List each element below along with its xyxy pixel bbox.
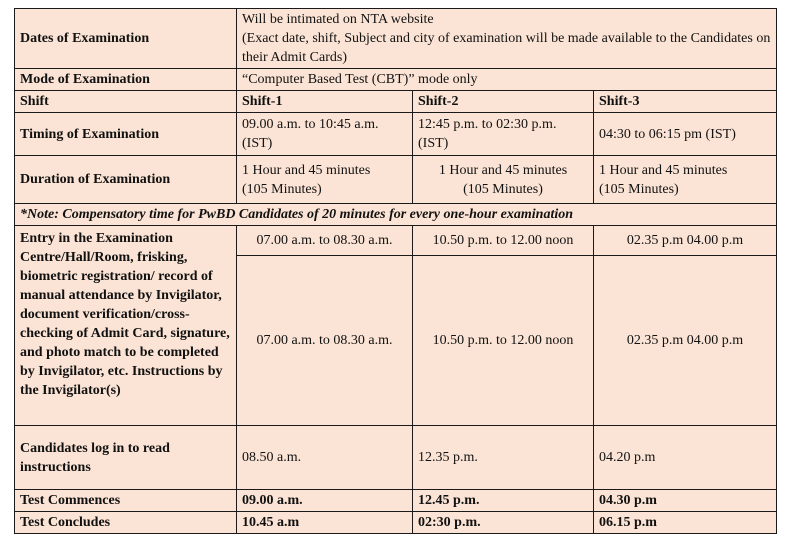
concludes-shift-1: 10.45 a.m — [237, 512, 413, 534]
entry-shift-3: 02.35 p.m 04.00 p.m — [594, 256, 777, 426]
dates-line2: (Exact date, shift, Subject and city of examination will be made available to the Candidates on their Admit Cards) — [242, 31, 771, 65]
exam-schedule-table — [14, 8, 777, 534]
shift-3-header: Shift-3 — [594, 91, 777, 113]
commences-shift-2: 12.45 p.m. — [413, 490, 594, 512]
duration-shift-3-minutes: (105 Minutes) — [599, 181, 679, 197]
duration-shift-2-minutes: (105 Minutes) — [463, 181, 543, 197]
entry-label: Entry in the Examination Centre/Hall/Room, frisking, biometric registration/ record of manual attendance by Invigilator, document verification/cross-checking of Admit Card, signature, and photo match to be completed by Invigilator, etc. Instructions by the Invigilator(s) — [15, 226, 237, 426]
mode-value: “Computer Based Test (CBT)” mode only — [237, 69, 777, 91]
timing-shift-3: 04:30 to 06:15 pm (IST) — [594, 113, 777, 156]
timing-shift-2: 12:45 p.m. to 02:30 p.m. (IST) — [413, 113, 594, 156]
commences-shift-1: 09.00 a.m. — [237, 490, 413, 512]
concludes-row — [15, 512, 777, 534]
login-shift-1: 08.50 a.m. — [237, 426, 413, 490]
dates-line1: Will be intimated on NTA website — [242, 12, 434, 27]
login-label: Candidates log in to read instructions — [15, 426, 237, 490]
duration-shift-1-hours: 1 Hour and 45 minutes — [242, 162, 371, 178]
duration-shift-2-hours: 1 Hour and 45 minutes — [438, 162, 568, 178]
dates-value — [237, 9, 777, 69]
login-shift-2: 12.35 p.m. — [413, 426, 594, 490]
duration-shift-3 — [594, 156, 777, 204]
commences-row — [15, 490, 777, 512]
duration-shift-1 — [237, 156, 413, 204]
entry-shift-1: 07.00 a.m. to 08.30 a.m. — [237, 256, 413, 426]
pwbd-note: *Note: Compensatory time for PwBD Candidates of 20 minutes for every one-hour examination — [15, 204, 777, 226]
concludes-shift-2: 02:30 p.m. — [413, 512, 594, 534]
mode-label: Mode of Examination — [15, 69, 237, 91]
duration-shift-2 — [413, 156, 594, 204]
login-row — [15, 426, 777, 490]
duration-row — [15, 156, 777, 204]
duration-shift-1-minutes: (105 Minutes) — [242, 181, 322, 197]
duration-label: Duration of Examination — [15, 156, 237, 204]
entry-shift-2: 10.50 p.m. to 12.00 noon — [413, 256, 594, 426]
entry-shift-1-top: 07.00 a.m. to 08.30 a.m. — [237, 226, 413, 256]
concludes-shift-3: 06.15 p.m — [594, 512, 777, 534]
shift-label: Shift — [15, 91, 237, 113]
entry-row-1 — [15, 226, 777, 256]
shift-row — [15, 91, 777, 113]
commences-shift-3: 04.30 p.m — [594, 490, 777, 512]
shift-2-header: Shift-2 — [413, 91, 594, 113]
login-shift-3: 04.20 p.m — [594, 426, 777, 490]
timing-shift-1: 09.00 a.m. to 10:45 a.m. (IST) — [237, 113, 413, 156]
commences-label: Test Commences — [15, 490, 237, 512]
entry-shift-3-top: 02.35 p.m 04.00 p.m — [594, 226, 777, 256]
shift-1-header: Shift-1 — [237, 91, 413, 113]
concludes-label: Test Concludes — [15, 512, 237, 534]
entry-shift-2-top: 10.50 p.m. to 12.00 noon — [413, 226, 594, 256]
note-row — [15, 204, 777, 226]
timing-label: Timing of Examination — [15, 113, 237, 156]
mode-row — [15, 69, 777, 91]
dates-label: Dates of Examination — [15, 9, 237, 69]
dates-row — [15, 9, 777, 69]
timing-row — [15, 113, 777, 156]
duration-shift-3-hours: 1 Hour and 45 minutes — [599, 162, 728, 178]
